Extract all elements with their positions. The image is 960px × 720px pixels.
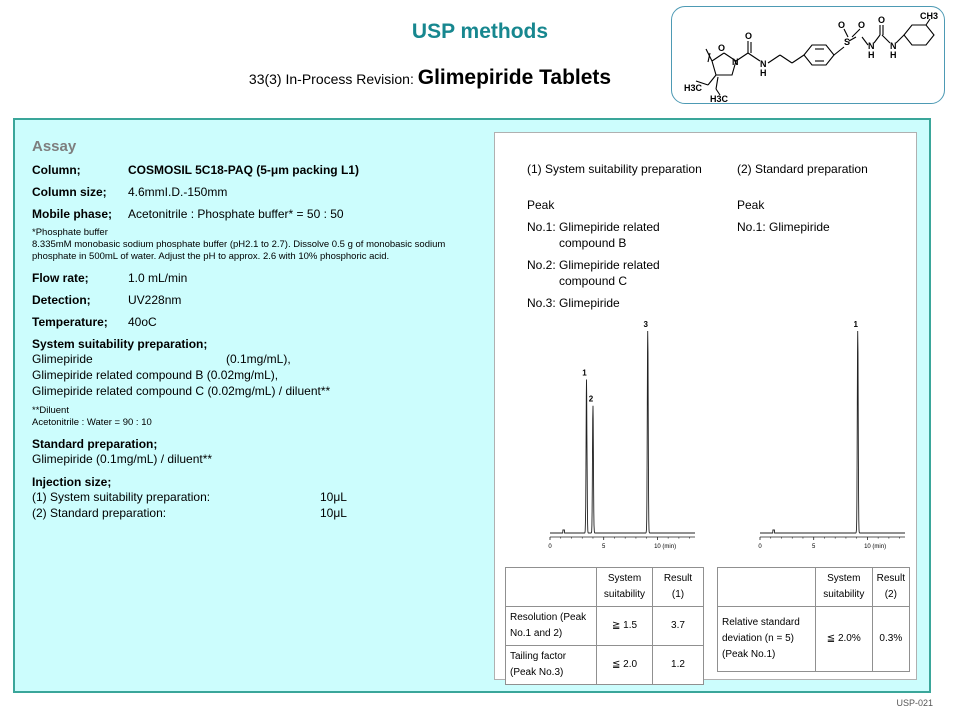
mobile-phase-row bbox=[32, 207, 482, 221]
chromatogram-trace bbox=[760, 331, 905, 533]
table-row bbox=[506, 646, 704, 685]
struct-label-h2: H bbox=[868, 50, 875, 60]
flow-rate-label: Flow rate; bbox=[32, 271, 89, 285]
prep-col-left bbox=[527, 161, 702, 317]
chemical-structure bbox=[671, 6, 945, 104]
standard-prep-title: Standard preparation; bbox=[32, 437, 158, 451]
column-label: Column; bbox=[32, 163, 81, 177]
temperature-value: 40oC bbox=[128, 315, 157, 329]
x-tick-label: 5 bbox=[602, 544, 606, 550]
peak-label: 2 bbox=[588, 394, 594, 404]
ss-line-3 bbox=[32, 383, 482, 399]
system-suitability-block bbox=[32, 337, 482, 399]
injection-1-label: (1) System suitability preparation: bbox=[32, 490, 211, 504]
flow-rate-row bbox=[32, 271, 482, 285]
ss-line-3-name: Glimepiride related compound C bbox=[32, 384, 205, 398]
peak-label: 1 bbox=[582, 368, 587, 378]
table-cell-empty bbox=[506, 568, 597, 607]
suitability-table-1 bbox=[505, 567, 704, 685]
table-cell-empty bbox=[718, 568, 816, 607]
column-size-row bbox=[32, 185, 482, 199]
phosphate-note-title: *Phosphate buffer bbox=[32, 227, 108, 238]
struct-label-h3: H bbox=[890, 50, 897, 60]
detection-label: Detection; bbox=[32, 293, 91, 307]
assay-heading: Assay bbox=[32, 138, 77, 155]
x-tick-label: 5 bbox=[812, 544, 816, 550]
detection-row bbox=[32, 293, 482, 307]
table-cell-name: Tailing factor (Peak No.3) bbox=[506, 646, 597, 685]
prep-right-title: (2) Standard preparation bbox=[737, 162, 868, 176]
table-header-cell: Result (1) bbox=[653, 568, 704, 607]
temperature-label: Temperature; bbox=[32, 315, 108, 329]
suitability-table-2 bbox=[717, 567, 910, 672]
injection-title: Injection size; bbox=[32, 475, 112, 489]
prep-right-peak-head: Peak bbox=[737, 198, 765, 212]
struct-label-o1: O bbox=[718, 43, 726, 53]
x-tick-label: 10 bbox=[654, 544, 661, 550]
ss-line-1-name: Glimepiride bbox=[32, 352, 93, 366]
mobile-phase-value: Acetonitrile : Phosphate buffer* = 50 : 50 bbox=[128, 207, 344, 221]
phosphate-buffer-note bbox=[32, 227, 482, 263]
struct-label-ch3: CH3 bbox=[920, 11, 939, 21]
assay-panel bbox=[13, 118, 931, 693]
x-tick-label: 0 bbox=[548, 544, 552, 550]
prep-right-peak-1-no: No.1: Glimepiride bbox=[737, 220, 830, 234]
chromatogram-system-suitability bbox=[535, 319, 705, 555]
diluent-note-body: Acetonitrile : Water = 90 : 10 bbox=[32, 417, 152, 428]
struct-label-n3: N bbox=[868, 41, 875, 51]
column-value: COSMOSIL 5C18-PAQ (5-μm packing L1) bbox=[128, 163, 359, 177]
table-header-cell: System suitability bbox=[815, 568, 872, 607]
standard-prep-line: Glimepiride (0.1mg/mL) / diluent** bbox=[32, 452, 213, 466]
temperature-row bbox=[32, 315, 482, 329]
x-tick-label: 0 bbox=[758, 544, 762, 550]
struct-label-h3c-2: H3C bbox=[710, 94, 729, 104]
prep-left-peak-2 bbox=[527, 257, 702, 289]
chromatogram-standard bbox=[745, 319, 915, 555]
table-cell-result: 1.2 bbox=[653, 646, 704, 685]
ss-line-1-conc: (0.1mg/mL), bbox=[226, 352, 291, 366]
table-row bbox=[506, 607, 704, 646]
assay-conditions bbox=[32, 138, 482, 529]
table-row bbox=[506, 568, 704, 607]
injection-2-value: 10μL bbox=[320, 506, 347, 520]
ss-line-2-name: Glimepiride related compound B bbox=[32, 368, 204, 382]
struct-label-o3: O bbox=[838, 20, 846, 30]
x-tick-label: 10 bbox=[864, 544, 871, 550]
prep-left-peak-2-no: No.2: Glimepiride related bbox=[527, 258, 660, 272]
ss-line-2-conc: (0.02mg/mL), bbox=[206, 368, 279, 382]
chromatogram-trace bbox=[550, 331, 695, 533]
struct-label-n2: N bbox=[760, 59, 767, 69]
prep-left-peak-3 bbox=[527, 295, 702, 311]
mobile-phase-label: Mobile phase; bbox=[32, 207, 113, 221]
table-cell-criterion: ≧ 1.5 bbox=[597, 607, 653, 646]
struct-label-o2: O bbox=[745, 31, 753, 41]
diluent-note-title: **Diluent bbox=[32, 405, 69, 416]
prep-left-peak-2-cont: compound C bbox=[559, 274, 628, 288]
column-row bbox=[32, 163, 482, 177]
benzene-ring bbox=[804, 45, 834, 65]
flow-rate-value: 1.0 mL/min bbox=[128, 271, 188, 285]
struct-label-s: S bbox=[844, 37, 851, 47]
phosphate-note-body: 8.335mM monobasic sodium phosphate buffer (pH2.1 to 2.7). Dissolve 0.5 g of monobasic sodium phosphate in 500mL of water. Adjust the pH to approx. 2.6 with 10% phosphoric acid. bbox=[32, 239, 446, 262]
struct-label-h3c-1: H3C bbox=[684, 83, 703, 93]
prep-left-peak-1-cont: compound B bbox=[559, 236, 627, 250]
injection-2-label: (2) Standard preparation: bbox=[32, 506, 167, 520]
cyclohexane-ring bbox=[904, 25, 934, 45]
injection-1-value: 10μL bbox=[320, 490, 347, 504]
table-header-cell: Result (2) bbox=[872, 568, 909, 607]
table-header-cell: System suitability bbox=[597, 568, 653, 607]
peak-label: 1 bbox=[853, 320, 858, 329]
standard-prep-block bbox=[32, 437, 482, 467]
struct-label-o4: O bbox=[858, 20, 866, 30]
injection-line-2 bbox=[32, 505, 482, 521]
x-axis-unit: (min) bbox=[662, 544, 677, 550]
table-cell-result: 3.7 bbox=[653, 607, 704, 646]
prep-left-peak-1-no: No.1: Glimepiride related bbox=[527, 220, 660, 234]
subtitle-prefix: 33(3) In-Process Revision: bbox=[248, 71, 418, 87]
injection-block bbox=[32, 475, 482, 521]
page-title: USP methods bbox=[411, 20, 549, 43]
diluent-note bbox=[32, 405, 482, 429]
footer-code: USP-021 bbox=[896, 698, 933, 708]
peak-label: 3 bbox=[643, 320, 648, 329]
table-cell-criterion: ≦ 2.0% bbox=[815, 607, 872, 672]
page-subtitle bbox=[200, 66, 660, 90]
prep-left-peak-head: Peak bbox=[527, 198, 555, 212]
column-size-value: 4.6mmI.D.-150mm bbox=[128, 185, 228, 199]
prep-left-peak-1 bbox=[527, 219, 702, 251]
table-row bbox=[718, 568, 910, 607]
system-suitability-title: System suitability preparation; bbox=[32, 337, 208, 351]
ss-line-3-conc: (0.02mg/mL) / diluent** bbox=[207, 384, 331, 398]
ss-line-1 bbox=[32, 351, 482, 367]
struct-label-h1: H bbox=[760, 68, 767, 78]
struct-label-o5: O bbox=[878, 15, 886, 25]
column-size-label: Column size; bbox=[32, 185, 107, 199]
subtitle-product-name: Glimepiride Tablets bbox=[417, 66, 612, 89]
table-cell-criterion: ≦ 2.0 bbox=[597, 646, 653, 685]
struct-label-n4: N bbox=[890, 41, 897, 51]
prep-left-title: (1) System suitability preparation bbox=[527, 162, 702, 176]
prep-left-peak-3-no: No.3: Glimepiride bbox=[527, 296, 620, 310]
x-axis-unit: (min) bbox=[872, 544, 887, 550]
chromatogram-panel bbox=[494, 132, 917, 680]
detection-value: UV228nm bbox=[128, 293, 182, 307]
ss-line-2 bbox=[32, 367, 482, 383]
table-cell-result: 0.3% bbox=[872, 607, 909, 672]
table-cell-name: Resolution (Peak No.1 and 2) bbox=[506, 607, 597, 646]
table-row bbox=[718, 607, 910, 672]
table-cell-name: Relative standard deviation (n = 5)(Peak No.1) bbox=[718, 607, 816, 672]
injection-line-1 bbox=[32, 489, 482, 505]
prep-right-peak-1 bbox=[737, 219, 868, 235]
prep-col-right bbox=[737, 161, 868, 241]
struct-label-n1: N bbox=[732, 57, 739, 67]
